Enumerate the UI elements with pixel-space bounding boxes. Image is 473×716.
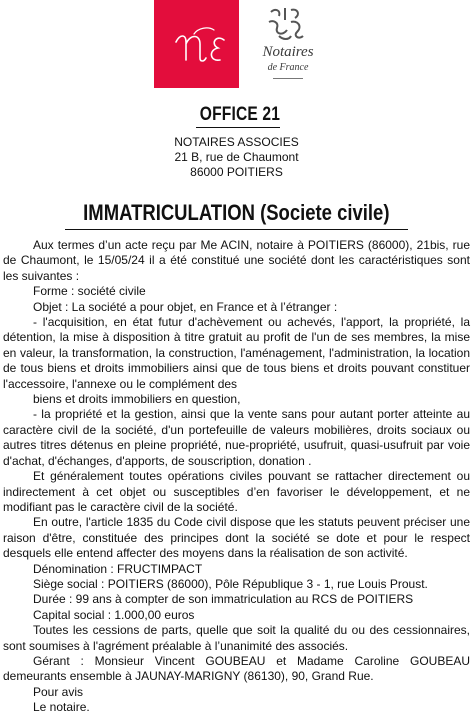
paragraph-raison-etre: En outre, l'article 1835 du Code civil dispose que les statuts peuvent préciser une raison d'être, constituée des principes dont la société se dote et pour le respect desquels elle entend affecter des moyens dans la réalisation de son activité. (3, 515, 470, 561)
paragraph-duree: Durée : 99 ans à compter de son immatriculation au RCS de POITIERS (33, 592, 414, 607)
notaire-monogram-icon (154, 0, 239, 88)
paragraph-objet-item-2: - la propriété et la gestion, ainsi que la vente sans pour autant porter atteinte au caractère civil de la société, d'un portefeuille de valeurs mobilières, droits sociaux ou autres titres détenus en pleine propriété, nue-propriété, usufruit, quasi-usufruit par voie d'achat, d'échanges, d'apports, de souscription, donation . (3, 407, 470, 468)
document-title: IMMATRICULATION (Societe civile) (83, 200, 390, 225)
paragraph-siege: Siège social : POITIERS (86000), Pôle République 3 - 1, rue Louis Proust. (33, 576, 428, 591)
paragraph-forme: Forme : société civile (33, 284, 146, 299)
document-title-block (0, 200, 473, 226)
paragraph-signature: Le notaire. (33, 700, 90, 715)
header (0, 0, 473, 90)
paragraph-pour-avis: Pour avis (33, 684, 84, 699)
notaires-de-france-emblem-icon (261, 6, 311, 46)
announcement-body (3, 238, 470, 716)
paragraph-gerant: Gérant : Monsieur Vincent GOUBEAU et Madame Caroline GOUBEAU demeurants ensemble à JAUNAY-MARIGNY (86130), 90, Grand Rue. (3, 653, 470, 684)
paragraph-capital: Capital social : 1.000,00 euros (33, 607, 195, 622)
brand-subtitle: de France (267, 62, 309, 73)
office-title-rule (196, 127, 280, 128)
office-line-3: 86000 POITIERS (190, 165, 283, 179)
paragraph-generalement: Et généralement toutes opérations civiles pouvant se rattacher directement ou indirectement à cet objet ou susceptibles d’en favoriser le développement, et ne modifiant pas le caractère civil de la société. (3, 469, 470, 514)
office-title-block (0, 104, 473, 126)
brand-name: Notaires (262, 44, 314, 60)
office-line-2: 21 B, rue de Chaumont (174, 150, 299, 164)
paragraph-intro: Aux termes d’un acte reçu par Me ACIN, notaire à POITIERS (86000), 21bis, rue de Chaumont, le 15/05/24 il a été constitué une société dont les caractéristiques sont les suivantes : (3, 238, 470, 283)
notaires-de-france-logo (243, 4, 333, 88)
brand-divider (273, 78, 303, 79)
document-title-rule (65, 229, 408, 230)
paragraph-objet-item-1: - l'acquisition, en état futur d'achèvement ou achevés, l'apport, la propriété, la détention, la mise à disposition à titre gratuit au profit de l'un de ses membres, la mise en valeur, la transformation, la construction, l'aménagement, l'administration, la location de tous biens et droits immobiliers ainsi que de tous biens et droits pouvant constituer l'accessoire, l'annexe ou le complément des (3, 315, 470, 391)
paragraph-objet-item-1-cont: biens et droits immobiliers en question, (33, 392, 241, 407)
paragraph-denomination: Dénomination : FRUCTIMPACT (33, 561, 203, 576)
paragraph-cessions: Toutes les cessions de parts, quelle que soit la qualité du ou des cessionnaires, sont soumises à l'agrément préalable à l’unanimité des associés. (3, 623, 470, 653)
office-line-1: NOTAIRES ASSOCIES (174, 135, 299, 149)
office-title: OFFICE 21 (199, 104, 280, 125)
paragraph-objet: Objet : La société a pour objet, en France et à l’étranger : (33, 299, 338, 314)
